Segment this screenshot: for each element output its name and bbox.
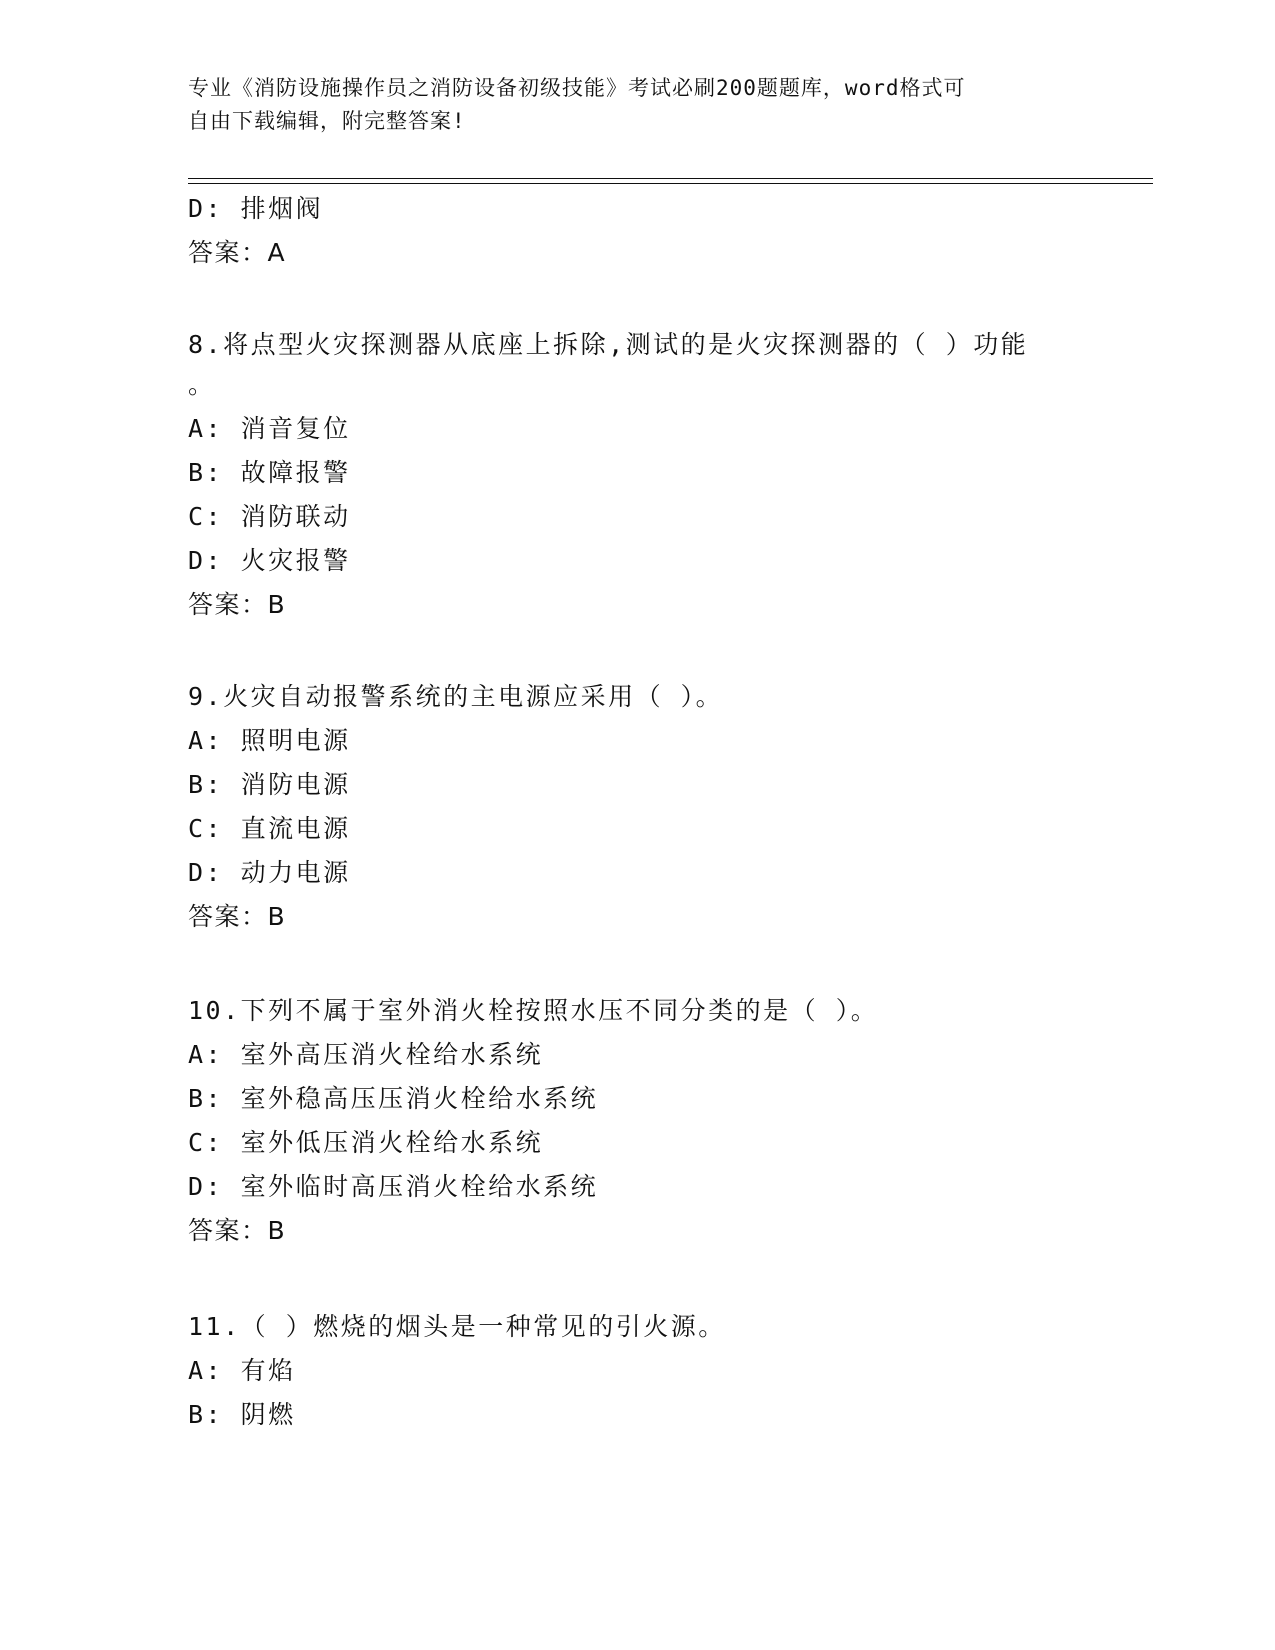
- option-d: D: 排烟阀: [188, 194, 324, 223]
- question-8-stem-cont: 。: [188, 370, 216, 399]
- header-divider-bottom: [188, 183, 1153, 184]
- question-10-stem: 10.下列不属于室外消火栓按照水压不同分类的是（ ）。: [188, 996, 879, 1025]
- question-10-option-d: D: 室外临时高压消火栓给水系统: [188, 1172, 599, 1201]
- question-10-option-a: A: 室外高压消火栓给水系统: [188, 1040, 544, 1069]
- question-11-stem: 11.（ ）燃烧的烟头是一种常见的引火源。: [188, 1312, 726, 1341]
- question-9-option-d: D: 动力电源: [188, 858, 351, 887]
- question-8-option-a: A: 消音复位: [188, 414, 351, 443]
- question-10-option-b: B: 室外稳高压压消火栓给水系统: [188, 1084, 599, 1113]
- question-9-option-c: C: 直流电源: [188, 814, 351, 843]
- header-divider-top: [188, 178, 1153, 179]
- document-header: [188, 72, 1068, 138]
- question-10-option-c: C: 室外低压消火栓给水系统: [188, 1128, 544, 1157]
- question-9-answer: 答案：B: [188, 902, 287, 931]
- question-9-option-a: A: 照明电源: [188, 726, 351, 755]
- question-9-stem: 9.火灾自动报警系统的主电源应采用（ ）。: [188, 682, 724, 711]
- question-11-option-a: A: 有焰: [188, 1356, 296, 1385]
- header-line-2: 自由下载编辑，附完整答案!: [188, 109, 466, 133]
- question-10-answer: 答案：B: [188, 1216, 287, 1245]
- question-8-option-b: B: 故障报警: [188, 458, 351, 487]
- question-8-stem: 8.将点型火灾探测器从底座上拆除,测试的是火灾探测器的（ ）功能: [188, 330, 1029, 359]
- question-8-answer: 答案：B: [188, 590, 287, 619]
- answer: 答案：A: [188, 238, 287, 267]
- question-8-option-d: D: 火灾报警: [188, 546, 351, 575]
- header-line-1: 专业《消防设施操作员之消防设备初级技能》考试必刷200题题库，word格式可: [188, 76, 966, 100]
- question-8-option-c: C: 消防联动: [188, 502, 351, 531]
- question-11-option-b: B: 阴燃: [188, 1400, 296, 1429]
- question-9-option-b: B: 消防电源: [188, 770, 351, 799]
